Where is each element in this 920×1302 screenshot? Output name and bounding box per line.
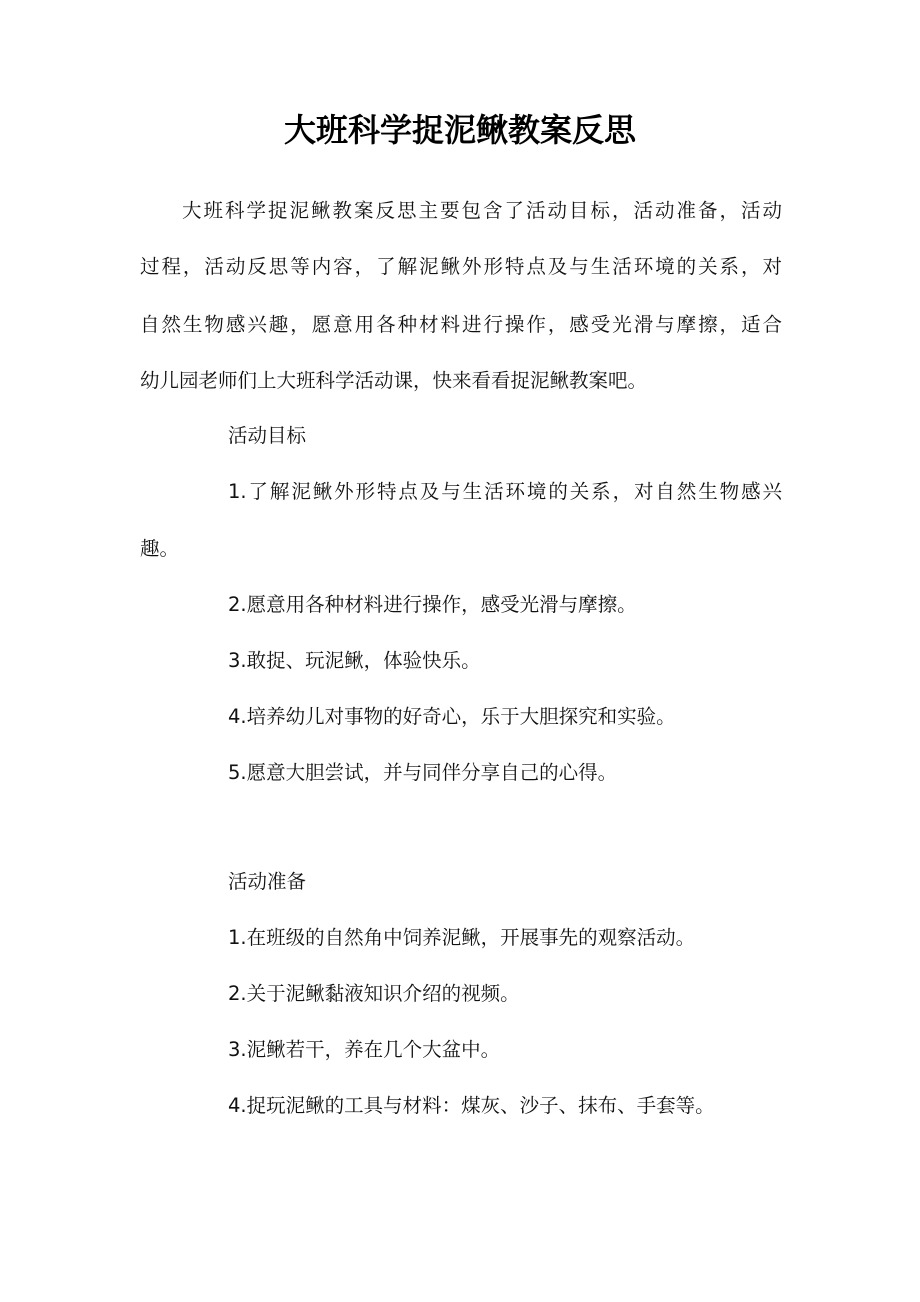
intro-line: 大班科学捉泥鳅教案反思主要包含了活动目标，活动准备，活动 — [182, 199, 782, 222]
document-title: 大班科学捉泥鳅教案反思 — [283, 111, 636, 149]
preparation-heading: 活动准备 — [228, 870, 307, 893]
preparation-item: 1.在班级的自然角中饲养泥鳅，开展事先的观察活动。 — [228, 926, 696, 949]
preparation-item: 4.捉玩泥鳅的工具与材料：煤灰、沙子、抹布、手套等。 — [228, 1094, 715, 1117]
preparation-item: 3.泥鳅若干，养在几个大盆中。 — [228, 1038, 501, 1061]
goal-item: 1.了解泥鳅外形特点及与生活环境的关系，对自然生物感兴 — [228, 480, 782, 503]
goal-item: 4.培养幼儿对事物的好奇心，乐于大胆探究和实验。 — [228, 705, 676, 728]
goals-heading: 活动目标 — [228, 424, 307, 447]
goal-item-continuation: 趣。 — [140, 537, 180, 560]
preparation-item: 2.关于泥鳅黏液知识介绍的视频。 — [228, 982, 520, 1005]
goal-item: 3.敢捉、玩泥鳅，体验快乐。 — [228, 649, 481, 672]
goal-item: 5.愿意大胆尝试，并与同伴分享自己的心得。 — [228, 761, 618, 784]
intro-line: 过程，活动反思等内容，了解泥鳅外形特点及与生活环境的关系，对 — [140, 255, 782, 278]
intro-line: 自然生物感兴趣，愿意用各种材料进行操作，感受光滑与摩擦，适合 — [140, 313, 782, 336]
intro-line: 幼儿园老师们上大班科学活动课，快来看看捉泥鳅教案吧。 — [140, 369, 648, 392]
goal-item: 2.愿意用各种材料进行操作，感受光滑与摩擦。 — [228, 593, 637, 616]
